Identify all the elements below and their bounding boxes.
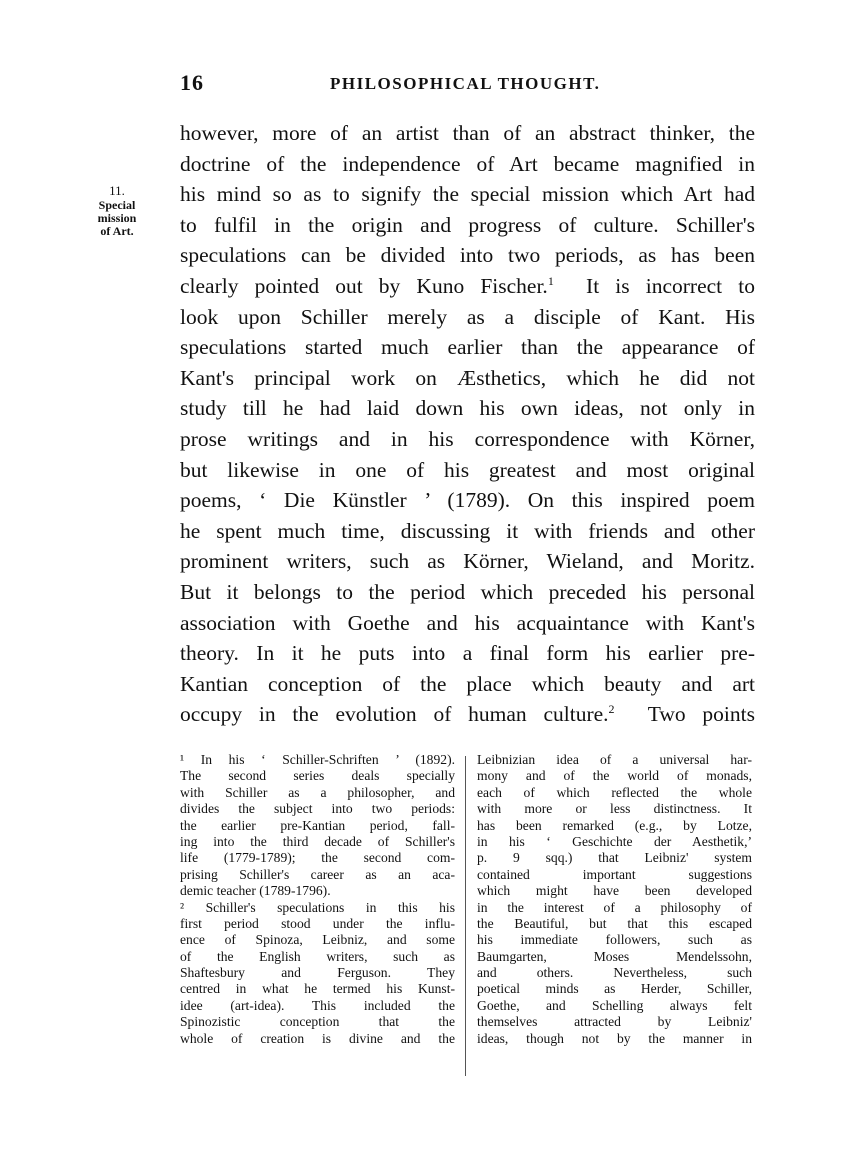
margin-note-line: of Art. [100,224,134,238]
body-line: doctrine of the independence of Art became magnified in [180,151,755,176]
body-line-with-footnote [180,699,755,730]
footnote-line: ideas, though not by the manner in [477,1030,752,1046]
footnote-line: idee (art-idea). This included the [180,997,455,1013]
footnote-line: in his ‘ Geschichte der Aesthetik,’ [477,833,752,849]
footnote-ref-1[interactable]: 1 [547,273,554,288]
footnote-line: whole of creation is divine and the [180,1030,455,1046]
body-line-text: occupy in the evolution of human culture. [180,702,609,727]
footnote-line: Spinozistic conception that the [180,1014,455,1030]
footnote-line: contained important suggestions [477,866,752,882]
body-text [180,118,755,730]
body-line: but likewise in one of his greatest and most original [180,457,755,482]
body-line: to fulfil in the origin and progress of culture. Schiller's [180,212,755,237]
body-line: Kant's principal work on Æsthetics, which he did not [180,365,755,390]
footnote-line: ing into the third decade of Schiller's [180,833,455,849]
body-line: his mind so as to signify the special mission which Art had [180,182,755,207]
footnote-line: The second series deals specially [180,768,455,784]
footnote-line: p. 9 sqq.) that Leibniz' system [477,850,752,866]
footnote-line: first period stood under the influ- [180,915,455,931]
footnotes [180,752,755,1082]
footnote-line: has been remarked (e.g., by Lotze, [477,817,752,833]
body-line: association with Goethe and his acquaintance with Kant's [180,610,755,635]
footnotes-left-column [180,752,455,1047]
footnote-line: which might have been developed [477,883,752,899]
running-title: PHILOSOPHICAL THOUGHT. [330,74,601,93]
body-line: prominent writers, such as Körner, Wieland, and Moritz. [180,549,755,574]
body-line: poems, ‘ Die Künstler ’ (1789). On this inspired poem [180,488,755,513]
body-line: prose writings and in his correspondence with Körner, [180,426,755,451]
margin-note-line: Special [98,198,136,212]
footnote-line: ence of Spinoza, Leibniz, and some [180,932,455,948]
footnote-line: Goethe, and Schelling always felt [477,997,752,1013]
body-line-tail: Two points [614,702,755,727]
footnote-line: mony and of the world of monads, [477,768,752,784]
body-line: speculations started much earlier than the appearance of [180,335,755,360]
footnote-line: and others. Nevertheless, such [477,965,752,981]
footnote-line: ¹ In his ‘ Schiller-Schriften ’ (1892). [180,752,455,767]
footnote-line: each of which reflected the whole [477,784,752,800]
footnote-line: Leibnizian idea of a universal har- [477,752,752,767]
page-header [0,70,850,100]
margin-note-number: 11. [109,183,125,198]
footnote-line: themselves attracted by Leibniz' [477,1014,752,1030]
footnote-line: the Beautiful, but that this escaped [477,915,752,931]
footnote-line: the earlier pre-Kantian period, fall- [180,817,455,833]
footnote-line: with Schiller as a philosopher, and [180,784,455,800]
column-divider [465,756,466,1076]
margin-note-line: mission [97,211,137,225]
footnote-line: in the interest of a philosophy of [477,899,752,915]
footnote-line: of the English writers, such as [180,948,455,964]
body-line: speculations can be divided into two periods, as has been [180,243,755,268]
footnote-line: Baumgarten, Moses Mendelssohn, [477,948,752,964]
footnote-line: life (1779-1789); the second com- [180,850,455,866]
footnote-ref-2[interactable]: 2 [608,702,615,717]
footnote-line: Shaftesbury and Ferguson. They [180,965,455,981]
body-line-text: clearly pointed out by Kuno Fischer. [180,273,548,298]
footnote-line: ² Schiller's speculations in this his [180,899,455,915]
body-line: look upon Schiller merely as a disciple of Kant. His [180,304,755,329]
body-line-tail: It is incorrect to [553,273,755,298]
footnote-line: his immediate followers, such as [477,932,752,948]
body-line: study till he had laid down his own ideas, not only in [180,396,755,421]
footnote-line: centred in what he termed his Kunst- [180,981,455,997]
body-line: But it belongs to the period which preceded his personal [180,579,755,604]
footnote-line: demic teacher (1789-1796). [180,883,331,899]
body-line: Kantian conception of the place which beauty and art [180,671,755,696]
footnote-line: prising Schiller's career as an aca- [180,866,455,882]
footnotes-right-column [477,752,752,1047]
body-line: however, more of an artist than of an abstract thinker, the [180,121,755,145]
footnote-line: with more or less distinctness. It [477,801,752,817]
body-line: he spent much time, discussing it with friends and other [180,518,755,543]
page-number: 16 [180,70,204,95]
footnote-line: poetical minds as Herder, Schiller, [477,981,752,997]
body-line-with-footnote [180,271,755,302]
margin-note [72,184,162,238]
body-line: theory. In it he puts into a final form his earlier pre- [180,641,755,666]
footnote-line: divides the subject into two periods: [180,801,455,817]
